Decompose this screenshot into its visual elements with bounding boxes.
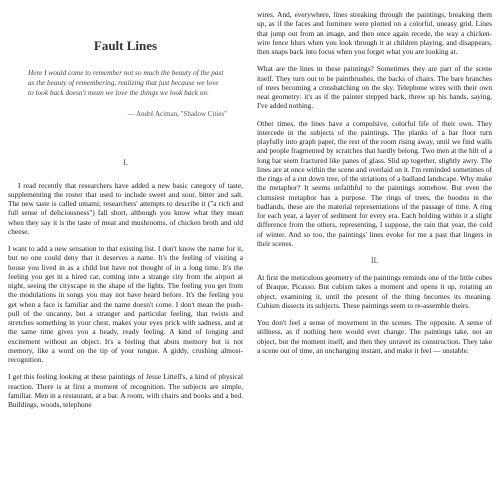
section-heading-one: I. bbox=[123, 157, 128, 167]
section-heading-two: II. bbox=[370, 256, 379, 265]
paragraph: Other times, the lines have a compulsive, colorful life of their own. They intercede in the subjects of the paintings. The planks of a bar floor turn playfully into graph paper, the rest of the room rising away, until we find walls and people fragmented by scratches that hardly belong. Two men at the hilt of a long bar seem fractured like panes of glass. Slid up together, slightly awry. The lines are at once within the scene and overlaid on it. I'm reminded sometimes of the rings of a cut down tree, of the striations of a badland landscape. Why make the metaphor? It seems unfaithful to the paintings somehow. But even the clumsiest metaphor has a purpose. The rings of trees, the hoodos in the badlands, these are the material representations of the passage of time. A ring for each year, a layer of sediment for every era. Each holding within it a slight difference from the others, representing, I suppose, the rain that year, the cold of winter. And so too, the paintings' lines evoke for me a past that lingers in their scenes. bbox=[257, 118, 492, 248]
paragraph: I read recently that researchers have added a new basic category of taste, supplementing the roster that used to include sweet and sour, bitter and salt. The new taste is called umami; researchers' attempts to describe it ("a rich and full sense of deliciousness") fall short, although you know what they mean when they say it is the taste of meat and mushrooms, of chicken broth and old cheese. bbox=[8, 180, 243, 236]
left-column bbox=[8, 10, 243, 500]
epigraph-attribution: — André Aciman, "Shadow Cities" bbox=[127, 109, 227, 118]
right-column bbox=[257, 10, 492, 500]
paragraph: What are the lines in these paintings? Sometimes they are part of the scene itself. They turn out to be paintbrushes, the backs of chairs. The bare branches of trees becoming a crosshatching on the sky. Telephone wires with their own neat geometry: it's as if the painter stepped back, threw up his hands, saying, I've added nothing. bbox=[257, 64, 492, 111]
paragraph: At first the meticulous geometry of the paintings reminds one of the little cubes of Braque, Picasso. But cubism takes a moment and opens it up, rotating an object, examining it, until the present of the thing becomes its meaning. Cubism dissects its subjects. These paintings seem to re-assemble theirs. bbox=[257, 273, 492, 310]
paragraph: I want to add a new sensation to that existing list. I don't know the name for it, but no one could deny that it deserves a name. It's the feeling of visiting a house you lived in as a child but have not thought of in a long time. It's the feeling you get in a hired car, coming into a strange city from the airport at night, seeing the cityscape in the shape of the lights. The feeling you get from the modulations in songs you may not have heard before. It's the feeling you get when a face is familiar and the name doesn't come. I don't mean the push-pull of the uncanny, but a stranger and particular feeling, that twists and stretches something in your chest, makes your eyes prick with sadness, and at the same time gives you a heady, ready feeling. A kind of longing and excitement without an object. It's a feeling that abuts memory but is not memory, like a word on the tip of your tongue. A giddy, crushing almost-recognition. bbox=[8, 244, 243, 365]
paragraph: wires. And, everywhere, lines streaking through the paintings, breaking them up, as if the faces and furniture were plotted on a colorful, uneasy grid. Lines that jump out from an image, and then once again recede, the way a chicken-wire fence blurs when you look through it at children playing, and disappears, then snaps back into focus when you forget what you are looking at. bbox=[257, 10, 492, 56]
paragraph: I get this feeling looking at these paintings of Jesse Littell's, a kind of physical reaction. There is at first a moment of recognition. The subjects are simple, familiar. Men in a restaurant, at a bar. A room, with chairs and books and a bed. Buildings, woods, telephone bbox=[8, 372, 243, 410]
paragraph: You don't feel a sense of movement in the scenes. The opposite. A sense of stillness, as if nothing here would ever change. The paintings take, not an object, but the moment itself, and then they unravel its construction. They take a scene out of time, an unchanging instant, and make it feel — unstable. bbox=[257, 318, 492, 355]
article-title: Fault Lines bbox=[93, 38, 158, 53]
epigraph-quote: Here I would come to remember not so much the beauty of the past as the beauty of remembering, realizing that just because we love to look back doesn't mean we love the things we look back on. bbox=[28, 68, 224, 97]
